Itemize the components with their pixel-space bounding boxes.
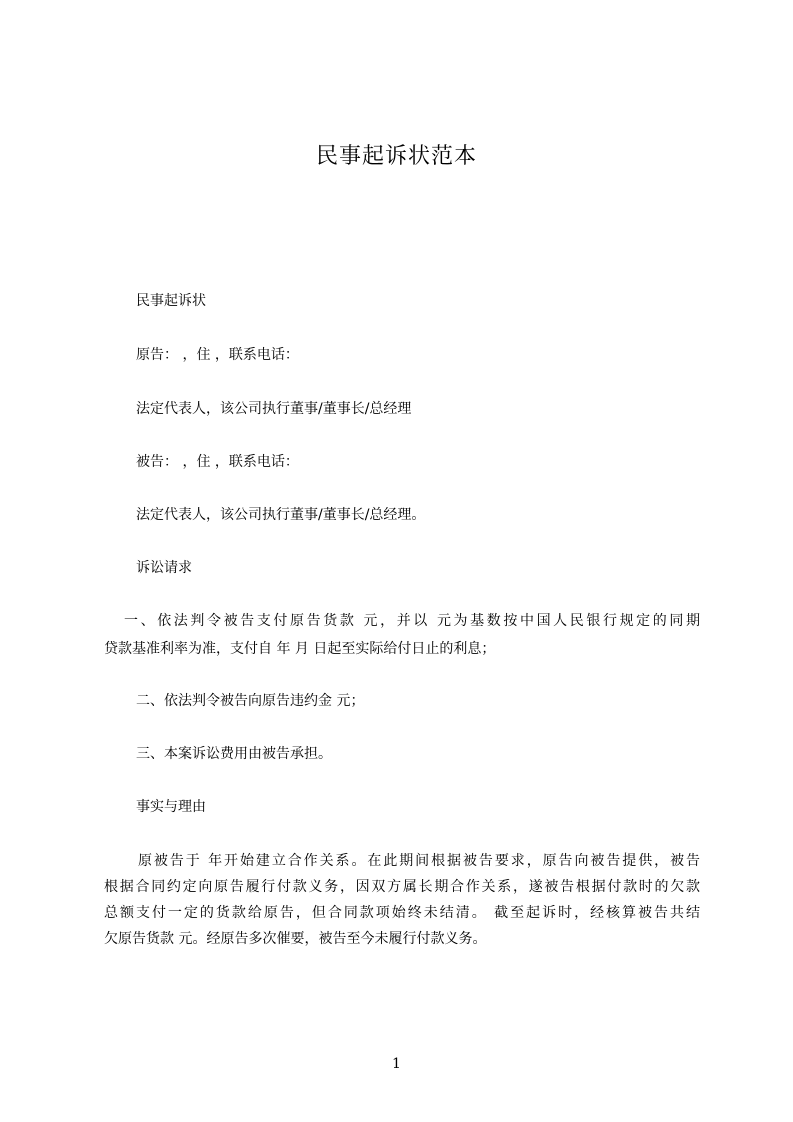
claim-2-paragraph: 二、依法判令被告向原告违约金 元； (136, 693, 365, 709)
facts-line-4: 欠原告货款 元。经原告多次催要，被告至今未履行付款义务。 (104, 931, 487, 947)
facts-line-2: 根据合同约定向原告履行付款义务，因双方属长期合作关系，遂被告根据付款时的欠款 (104, 879, 700, 895)
document-title: 民事起诉状范本 (315, 144, 477, 169)
claim-3-paragraph: 三、本案诉讼费用由被告承担。 (136, 746, 332, 762)
defendant-line: 被告： ，住 ，联系电话： (136, 454, 299, 470)
defendant-representative-line: 法定代表人，该公司执行董事/董事长/总经理。 (136, 507, 426, 523)
facts-heading: 事实与理由 (136, 799, 206, 815)
claim-1-line-2: 贷款基准利率为准，支付自 年 月 日起至实际给付日止的利息； (104, 641, 496, 657)
facts-line-3: 总额支付一定的货款给原告，但合同款项始终未结清。 截至起诉时，经核算被告共结 (104, 905, 700, 921)
page-number: 1 (392, 1056, 401, 1072)
claim-1-paragraph (104, 612, 700, 659)
claims-heading: 诉讼请求 (136, 560, 192, 576)
facts-line-1: 原被告于 年开始建立合作关系。在此期间根据被告要求，原告向被告提供，被告 (138, 853, 700, 869)
plaintiff-representative-line: 法定代表人，该公司执行董事/董事长/总经理 (136, 401, 412, 417)
plaintiff-line: 原告： ，住 ，联系电话： (136, 347, 299, 363)
complaint-heading: 民事起诉状 (136, 293, 206, 309)
claim-1-line-1: 一、依法判令被告支付原告货款 元，并以 元为基数按中国人民银行规定的同期 (124, 613, 700, 629)
facts-paragraph (104, 852, 700, 949)
